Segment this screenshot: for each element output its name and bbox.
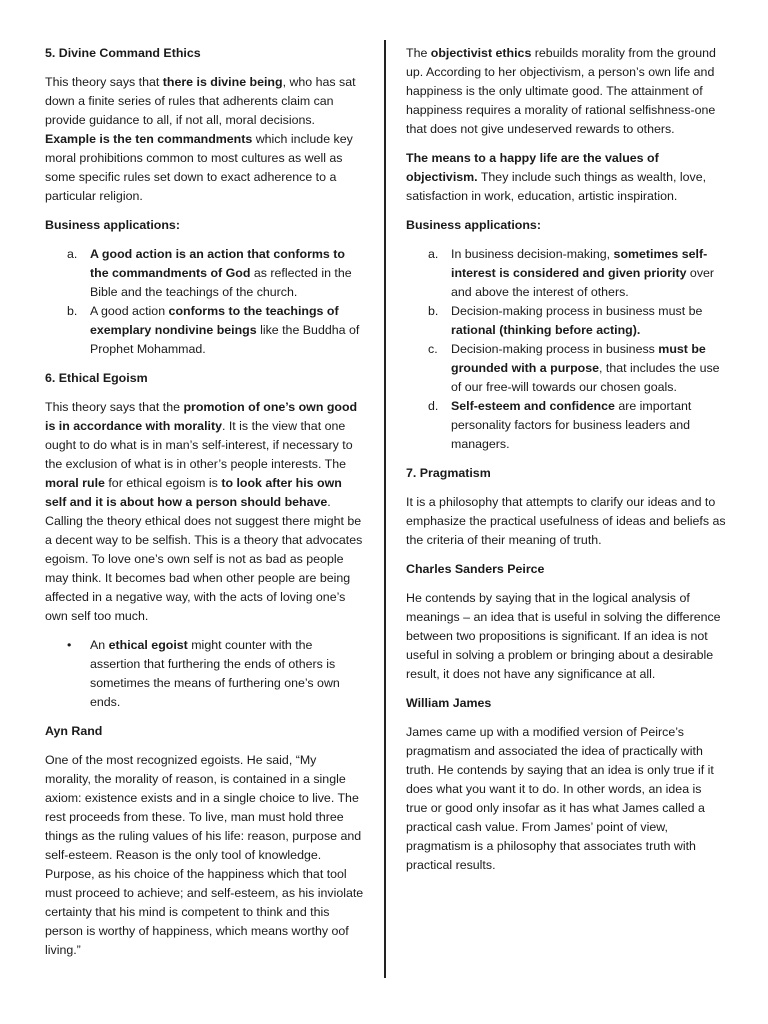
bold-run: conforms to the teachings of exemplary nondivine beings	[90, 304, 339, 337]
paragraph-happy-life	[406, 149, 726, 206]
text-run: as reflected in the Bible and the teachings of the church.	[90, 266, 352, 299]
text-run: which include key moral prohibitions common to most cultures as well as some specific rules set down to exact adherence to a particular religion.	[45, 132, 353, 203]
text-run: Decision-making process in business must be	[451, 304, 703, 318]
bold-run: The means to a happy life are the values of objectivism.	[406, 151, 659, 184]
right-column	[406, 44, 726, 885]
text-run: are important personality factors for business leaders and managers.	[451, 399, 692, 451]
text-run: This theory says that	[45, 75, 163, 89]
text-run: An	[90, 638, 109, 652]
bold-run: moral rule	[45, 476, 105, 490]
section-heading-ethical-egoism: 6. Ethical Egoism	[45, 371, 148, 385]
paragraph-ayn-rand: One of the most recognized egoists. He said, “My morality, the morality of reason, is contained in a single axiom: existence exists and in a single choice to live. The rest proceeds from these. To live, man must hold three things as the ruling values of his life: reason, purpose and self-esteem. Reason is the only tool of knowledge. Purpose, as his choice of the happiness which that tool must proceed to achieve; and self-esteem, as his inviolate certainty that his mind is competent to think and this person is worthy of happiness, which means worthy oof living.”	[45, 753, 364, 957]
list-marker: b.	[67, 304, 78, 318]
text-run: over and above the interest of others.	[451, 266, 715, 299]
list-marker: b.	[428, 304, 439, 318]
bold-run: Self-esteem and confidence	[451, 399, 615, 413]
bold-run: rational (thinking before acting).	[451, 323, 641, 337]
text-run: The	[406, 46, 431, 60]
bold-run: Example is the ten commandments	[45, 132, 253, 146]
business-applications-list	[45, 245, 365, 359]
text-run: Decision-making process in business	[451, 342, 659, 356]
bold-run: ethical egoist	[108, 638, 188, 652]
list-marker: a.	[67, 247, 78, 261]
text-run: They include such things as wealth, love, satisfaction in work, education, artistic inspiration.	[406, 170, 707, 203]
bold-run: must be grounded with a purpose	[451, 342, 706, 375]
list-item	[406, 245, 726, 302]
text-run: like the Buddha of Prophet Mohammad.	[90, 323, 360, 356]
text-run: , who has sat down a finite series of rules that adherents claim can provide guidance to all, if not all, moral decisions.	[45, 75, 356, 127]
list-marker: c.	[428, 342, 438, 356]
text-run: This theory says that the	[45, 400, 184, 414]
list-item	[406, 397, 726, 454]
list-marker: d.	[428, 399, 439, 413]
section-heading-peirce: Charles Sanders Peirce	[406, 562, 545, 576]
list-marker: a.	[428, 247, 439, 261]
bold-run: there is divine being	[162, 75, 283, 89]
text-run: , that includes the use of our free-will towards our chosen goals.	[451, 361, 720, 394]
column-divider	[384, 40, 386, 978]
bold-run: A good action is an action that conforms to the commandments of God	[90, 247, 345, 280]
business-applications-heading: Business applications:	[406, 218, 541, 232]
text-run: might counter with the assertion that furthering the ends of others is sometimes the means of furthering one’s own ends.	[90, 638, 340, 709]
business-applications-heading: Business applications:	[45, 218, 180, 232]
list-item	[406, 340, 726, 397]
paragraph-objectivist-ethics	[406, 44, 726, 139]
paragraph-divine-command	[45, 73, 365, 206]
section-heading-ayn-rand: Ayn Rand	[45, 724, 103, 738]
bold-run: sometimes self-interest is considered and given priority	[451, 247, 708, 280]
egoism-bullet-list	[45, 636, 365, 712]
text-run: . Calling the theory ethical does not suggest there might be a decent way to be selfish. This is a theory that advocates egoism. To love one’s own self is not as bad as people may think. It becomes bad when other people are being affected in a negative way, with the acts of loving one’s own self too much.	[45, 495, 363, 623]
bullet-icon: •	[67, 638, 72, 652]
paragraph-william-james: James came up with a modified version of Peirce’s pragmatism and associated the idea of practically with truth. He contends by saying that an idea is only true if it does what you want it to do. In other words, an idea is true or good only insofar as it has what James called a practical cash value. From James’ point of view, pragmatism is a philosophy that associates truth with practical results.	[406, 725, 714, 872]
paragraph-pragmatism: It is a philosophy that attempts to clarify our ideas and to emphasize the practical usefulness of ideas and beliefs as the criteria of their meaning of truth.	[406, 495, 726, 547]
bold-run: to look after his own self and it is about how a person should behave	[45, 476, 342, 509]
business-applications-list	[406, 245, 726, 454]
list-item	[45, 245, 365, 302]
text-run: rebuilds morality from the ground up. According to her objectivism, a person’s own life and happiness is the only ultimate good. The attainment of happiness requires a morality of rational selfishness-one that does not give undeserved rewards to others.	[406, 46, 716, 136]
list-item	[45, 302, 365, 359]
section-heading-divine-command: 5. Divine Command Ethics	[45, 46, 201, 60]
text-run: . It is the view that one ought to do what is in man’s self-interest, if necessary to the exclusion of what is in other’s people interests. The	[45, 419, 353, 471]
paragraph-ethical-egoism	[45, 398, 365, 626]
text-run: for ethical egoism is	[104, 476, 222, 490]
left-column	[45, 44, 365, 970]
text-run: In business decision-making,	[451, 247, 614, 261]
bold-run: objectivist ethics	[430, 46, 532, 60]
list-item	[45, 636, 365, 712]
list-item	[406, 302, 726, 340]
section-heading-pragmatism: 7. Pragmatism	[406, 466, 491, 480]
section-heading-william-james: William James	[406, 696, 492, 710]
paragraph-peirce: He contends by saying that in the logical analysis of meanings – an idea that is useful in solving the difference between two propositions is significant. If an idea is not useful in solving a problem or bringing about a desirable result, it does not have any significance at all.	[406, 591, 721, 681]
bold-run: promotion of one’s own good is in accordance with morality	[45, 400, 358, 433]
text-run: A good action	[90, 304, 169, 318]
